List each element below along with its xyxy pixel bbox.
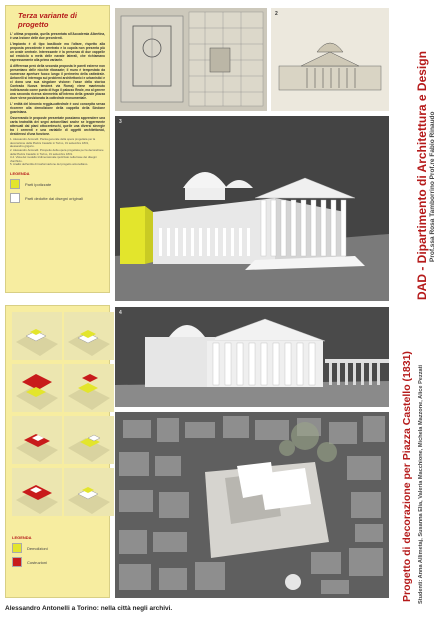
iso-diagram — [64, 416, 114, 464]
caption: 2. Alessandro Antonelli. Prospetto della opera progettata per la decorazione della Piazza Castello in Torino, 31 settembre 1831. — [10, 148, 104, 156]
aerial-site-map — [115, 412, 389, 598]
legend-constructions — [12, 531, 107, 570]
legend-label: Parti dedotte dai disegni originali — [25, 195, 83, 201]
paragraph: A differenza però della seconda proposta le pareti esterne non presentano delle nicchie ribassate; il muro è tempestato da numerose aperture fuoco lungo il perimetro della cattedrale. Antonelli si interroga sui problemi architettonici e urbanistici e ci dona una sua singolare visione: l'asse della storica Contrada Nuova tenderà via Roma) viene mantenuto indirizzando come punto di fuga il palazzo Reale, ma al genere una seconda ricerca simmetria all'interno della grande piazza dove viene posizionata la cattedrale monumentale. — [10, 63, 105, 101]
caption: 5. Analisi dell'entità di trasformazione del progetto antonelliano. — [10, 162, 89, 167]
image-number: 3 — [119, 119, 122, 125]
legend-label: Demolizioni — [27, 545, 48, 551]
caption: 1. Alessandro Antonelli. Pianta generale della opera progettata per la decorazione della Piazza Castello in Torino, 31 settembre 1831, alessandro.grigorio. — [10, 137, 96, 149]
iso-diagram — [12, 364, 62, 412]
transformation-analysis-panel — [5, 305, 110, 598]
legend-item — [10, 178, 105, 190]
iso-diagram — [12, 468, 62, 516]
image-number: 4 — [119, 310, 122, 316]
legend-item — [10, 192, 105, 204]
image-number: 2 — [275, 11, 278, 17]
section-title: Terza variante di progetto — [18, 11, 77, 29]
legend-item — [12, 556, 107, 568]
legend-item — [12, 542, 107, 554]
legend-title: LEGENDA — [12, 535, 32, 540]
left-text-panel — [5, 5, 110, 293]
model-render-view-3 — [115, 116, 389, 301]
iso-diagram — [64, 312, 114, 360]
paragraph: L'impianto è di tipo basilicale ma l'altare, rispetto alla proposta precedente è arretrato e la cupola non presenta più un ovale centrale. Interessante è la presenza di due cappelle ad emiciclo a metà delle navate laterali, che richiamano espressamente alla prima variante. — [10, 41, 105, 63]
legend-title: LEGENDA — [10, 171, 30, 176]
model-render-view-4 — [115, 307, 389, 407]
captions — [10, 138, 105, 167]
students-line: Studenti: Anna Allimetaj, Susanna Elia, Valeria Macchione, Michela Mazzone, Alice Pezzati — [418, 364, 424, 604]
iso-diagram — [12, 416, 62, 464]
department-title: DAD - Dipartimento di Architettura e Design — [415, 51, 429, 300]
iso-diagram — [64, 468, 114, 516]
archive-plan-drawing — [115, 8, 267, 111]
iso-diagram — [64, 364, 114, 412]
legend-label: Costruzioni — [27, 559, 48, 565]
paragraph: Osservando le proposte presentate possiamo apprendere una carta teatralità dei segni antonelliani anche se leggermente attenuati dai piani ottocenteschi, quelle una diversi sinergie tra i cementi e una variabile di oggetti architettonici, desiderosi d'una funzione. — [10, 115, 105, 137]
archive-elevation-drawing — [271, 8, 389, 111]
legend-swatch-white — [10, 193, 20, 203]
project-title: Progetto di decorazione per Piazza Castello (1831) — [401, 351, 413, 602]
legend-swatch-yellow — [12, 543, 22, 553]
iso-diagram — [12, 312, 62, 360]
professors-line: Prof.ssa Rosa Tamborrino Prof.re Fabio Rinaudo — [429, 111, 436, 262]
paragraph: L' entità del binomio reggia-cattedrale è così concepita senza ricorrere alla demolizione della cappella della Sindone guariniana. — [10, 102, 105, 115]
legend-swatch-red — [12, 557, 22, 567]
caption: 3-4. Vista del modello tridimensionale ipotizzato nella base dei disegni d'archivio. — [10, 155, 97, 163]
body-text — [10, 32, 105, 136]
legend-swatch-yellow — [10, 179, 20, 189]
legend-label: Parti ipotizzate — [25, 181, 52, 187]
footer-title: Alessandro Antonelli a Torino: nella città negli archivi. — [5, 605, 173, 612]
paragraph: L' ultima proposta, quella presentata all'Accademia Albertina, è una lezione delle due precedenti. — [10, 32, 105, 41]
